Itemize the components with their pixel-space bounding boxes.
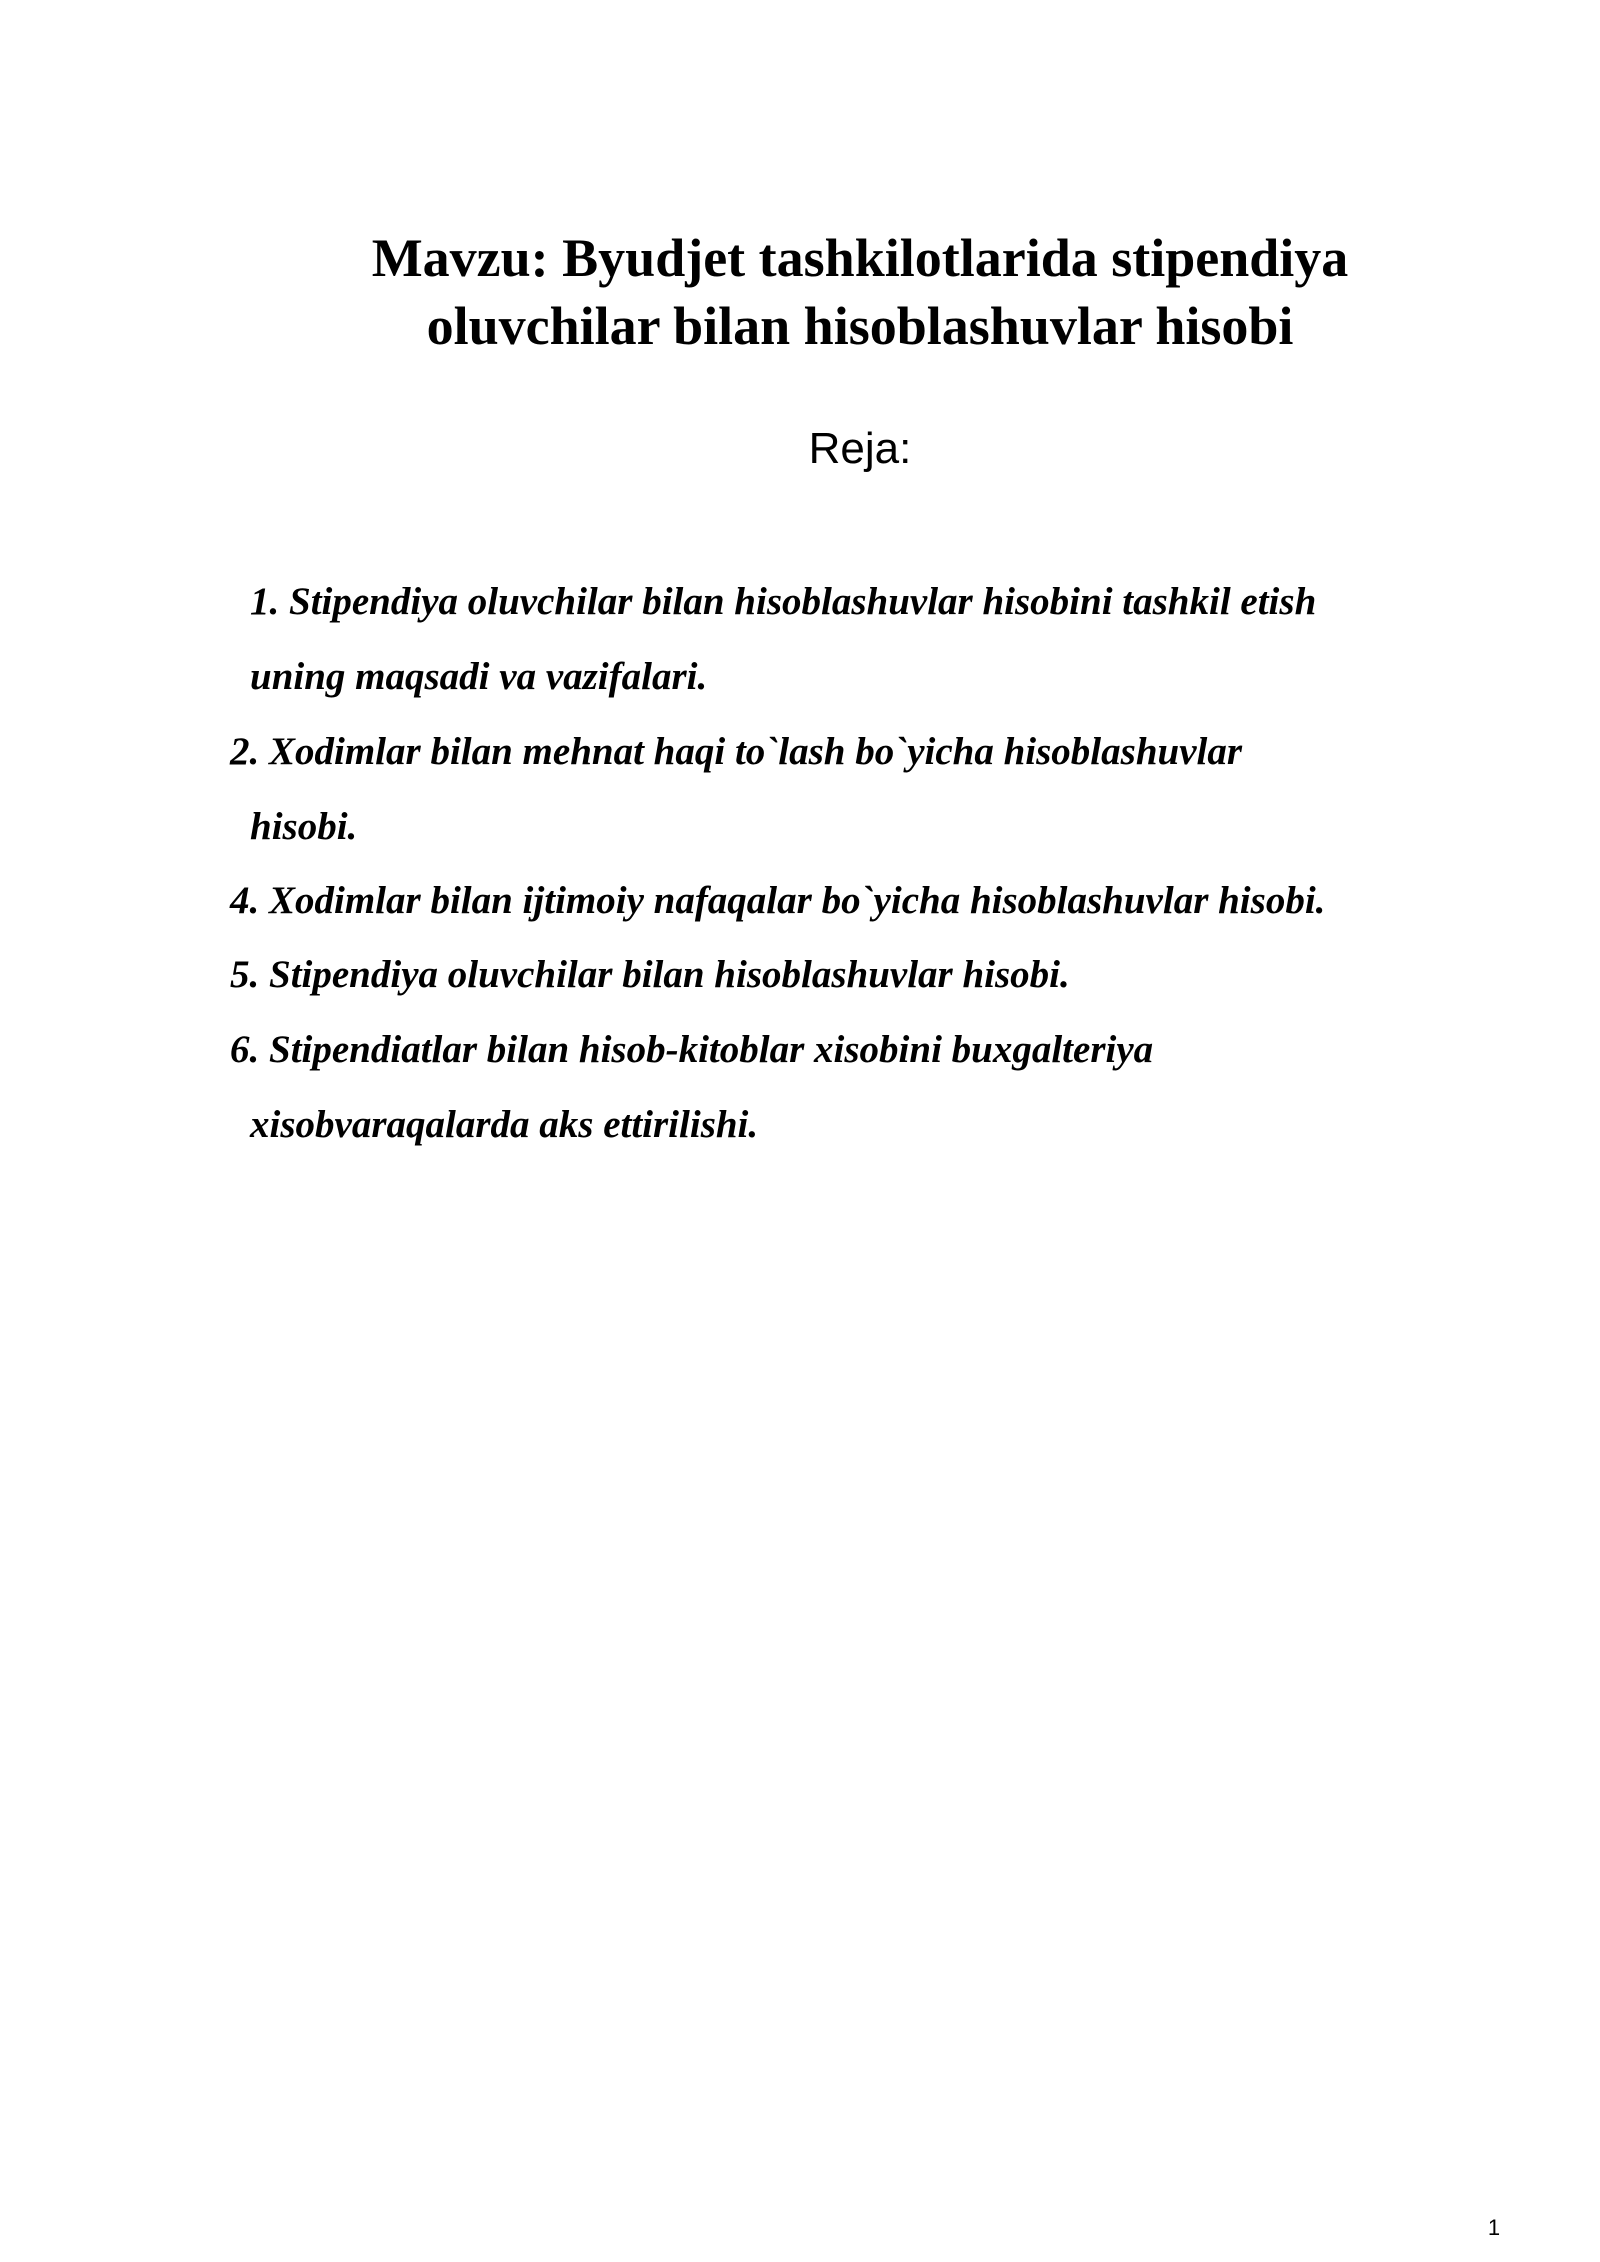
plan-item-1-line-2: uning maqsadi va vazifalari. <box>250 655 708 698</box>
plan-item-4: 4. Xodimlar bilan ijtimoiy nafaqalar bo`yicha hisoblashuvlar hisobi. <box>230 879 1326 922</box>
plan-item-6-line-2: xisobvaraqalarda aks ettirilishi. <box>250 1103 759 1146</box>
plan-item-2-line-1: 2. Xodimlar bilan mehnat haqi to`lash bo`yicha hisoblashuvlar <box>230 730 1243 773</box>
page-number: 1 <box>1487 2215 1501 2240</box>
document-title-line-1: Mavzu: Byudjet tashkilotlarida stipendiya <box>371 228 1349 288</box>
plan-item-5: 5. Stipendiya oluvchilar bilan hisoblashuvlar hisobi. <box>230 953 1070 996</box>
plan-item-1-line-1: 1. Stipendiya oluvchilar bilan hisoblashuvlar hisobini tashkil etish <box>250 580 1317 623</box>
document-title-line-2: oluvchilar bilan hisoblashuvlar hisobi <box>426 296 1294 356</box>
plan-item-6-line-1: 6. Stipendiatlar bilan hisob-kitoblar xisobini buxgalteriya <box>230 1028 1154 1071</box>
plan-heading: Reja: <box>808 424 912 473</box>
plan-item-2-line-2: hisobi. <box>250 805 358 848</box>
